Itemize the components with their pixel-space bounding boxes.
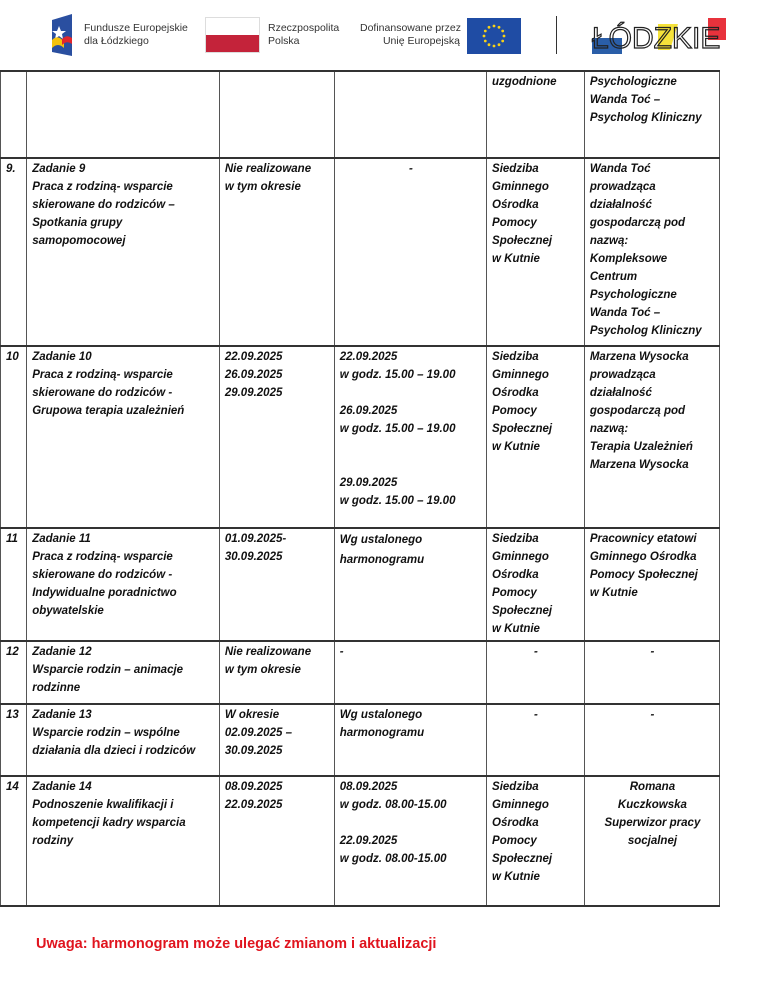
cell-task [27,71,220,158]
task-line: Wsparcie rodzin – animacje [32,664,184,676]
lodzkie-logo-text: ŁÓDZKIE [592,22,721,55]
polish-flag-icon [205,17,260,53]
place-line: Ośrodka [492,817,539,829]
cell-place [487,346,585,528]
provider-line: prowadząca [589,369,656,381]
task-line: skierowane do rodziców - [32,387,173,399]
provider-line: gospodarczą pod [589,217,686,229]
place-line: Siedziba [492,163,539,175]
cell-hours [334,71,486,158]
cell-hours [334,704,486,776]
task-line: Zadanie 10 [32,351,92,363]
cell-place [487,71,585,158]
logo-pl-line-1: Rzeczpospolita [268,22,340,34]
hours-line: 26.09.2025 [339,405,398,417]
cell-no: 12 [1,641,27,704]
hours-line: 08.09.2025 [339,781,398,793]
place-line: Siedziba [492,781,539,793]
schedule-table [0,70,720,907]
cell-provider [584,641,719,704]
cell-provider [584,528,719,641]
place-line: w Kutnie [492,253,540,265]
table-row-task-12 [1,641,720,704]
provider-line: działalność [589,199,652,211]
fundusze-europejskie-logo-icon [50,12,74,58]
provider-line: Terapia Uzależnień [589,441,693,453]
provider-line: Wanda Toć – [589,94,661,106]
cell-task [27,776,220,906]
provider-line: Psychologiczne [589,289,677,301]
provider-line: prowadząca [589,181,656,193]
task-line: kompetencji kadry wsparcia [32,817,186,829]
cell-provider [584,776,719,906]
provider-line: Romana [629,781,676,793]
cell-task [27,641,220,704]
provider-line: Pracownicy etatowi [589,533,697,545]
logo-eu-line-1: Dofinansowane przez [360,22,461,34]
cell-dates [219,528,334,641]
provider-line: nazwą: [589,235,629,247]
place-line: Ośrodka [492,199,539,211]
provider-line: Psycholog Kliniczny [589,325,702,337]
place-line: Pomocy [492,835,537,847]
table-row-task-13 [1,704,720,776]
hours-line: - [339,646,344,658]
provider-line: Marzena Wysocka [589,459,689,471]
table-row-continued [1,71,720,158]
task-line: samopomocowej [32,235,126,247]
hours-line: w godz. 08.00-15.00 [339,799,447,811]
dates-line: w tym okresie [224,181,301,193]
cell-place [487,158,585,346]
place-line: Siedziba [492,533,539,545]
task-line: Wsparcie rodzin – wspólne [32,727,180,739]
cell-dates [219,704,334,776]
hours-line: Wg ustalonego [339,709,423,721]
task-line: skierowane do rodziców - [32,569,173,581]
eu-flag-icon [467,18,521,54]
cell-provider [584,158,719,346]
place-line: Pomocy [492,217,537,229]
cell-hours [334,528,486,641]
place-line: Społecznej [492,853,553,865]
table-row-task-10 [1,346,720,528]
cell-place [487,776,585,906]
provider-line: Psychologiczne [589,76,677,88]
task-line: Praca z rodziną- wsparcie [32,551,173,563]
cell-provider [584,704,719,776]
task-line: Praca z rodziną- wsparcie [32,181,173,193]
logo-fe-line-1: Fundusze Europejskie [84,22,188,34]
dates-line: 29.09.2025 [224,387,283,399]
hours-line: w godz. 15.00 – 19.00 [339,495,456,507]
dates-line: 01.09.2025- [224,533,287,545]
hours-line: w godz. 08.00-15.00 [339,853,447,865]
dates-line: 26.09.2025 [224,369,283,381]
provider-line: socjalnej [627,835,678,847]
place-line: Pomocy [492,587,537,599]
place-line: Pomocy [492,405,537,417]
provider-line: Gminnego Ośrodka [589,551,697,563]
provider-line: Marzena Wysocka [589,351,689,363]
provider-line: Psycholog Kliniczny [589,112,702,124]
provider-line: Wanda Toć – [589,307,661,319]
lodzkie-logo-icon [590,16,730,56]
task-line: Zadanie 11 [32,533,91,545]
task-line: Indywidualne poradnictwo [32,587,177,599]
cell-no: 14 [1,776,27,906]
cell-hours [334,158,486,346]
place-line: Ośrodka [492,569,539,581]
provider-line: Wanda Toć [589,163,651,175]
place-line: Społecznej [492,605,553,617]
task-line: Zadanie 9 [32,163,86,175]
cell-dates [219,71,334,158]
place-line: Gminnego [492,181,549,193]
dates-line: W okresie [224,709,280,721]
cell-no [1,71,27,158]
dates-line: 30.09.2025 [224,551,283,563]
task-line: rodziny [32,835,74,847]
provider-line: w Kutnie [589,587,638,599]
hours-line: 29.09.2025 [339,477,398,489]
hours-line: harmonogramu [339,554,425,566]
dates-line: 22.09.2025 [224,799,283,811]
provider-line: - [650,709,655,721]
cell-task [27,704,220,776]
cell-dates [219,158,334,346]
cell-task [27,528,220,641]
schedule-change-note: Uwaga: harmonogram może ulegać zmianom i aktualizacji [36,936,437,952]
hours-line: w godz. 15.00 – 19.00 [339,423,456,435]
place-line: w Kutnie [492,871,540,883]
cell-provider [584,346,719,528]
provider-line: nazwą: [589,423,629,435]
hours-line: - [408,163,413,175]
cell-no: 13 [1,704,27,776]
dates-line: 22.09.2025 [224,351,283,363]
logo-pl-line-2: Polska [268,35,300,47]
header-logos [0,0,763,68]
cell-no: 9. [1,158,27,346]
provider-line: Kompleksowe [589,253,668,265]
cell-task [27,158,220,346]
place-line: - [534,709,538,721]
dates-line: Nie realizowane [224,646,312,658]
place-line: Siedziba [492,351,539,363]
cell-dates [219,346,334,528]
task-line: działania dla dzieci i rodziców [32,745,196,757]
cell-task [27,346,220,528]
task-line: Zadanie 14 [32,781,92,793]
provider-line: - [650,646,655,658]
hours-line: 22.09.2025 [339,835,398,847]
logo-fe-line-2: dla Łódzkiego [84,35,149,47]
provider-line: Superwizor pracy [604,817,701,829]
table-row-task-9 [1,158,720,346]
cell-place [487,704,585,776]
task-line: obywatelskie [32,605,104,617]
cell-provider [584,71,719,158]
logo-separator [556,16,557,54]
task-line: Spotkania grupy [32,217,123,229]
cell-no: 10 [1,346,27,528]
place-line: Społecznej [492,235,553,247]
logo-eu-line-2: Unię Europejską [382,35,460,47]
place-line: - [534,646,538,658]
place-line: w Kutnie [492,441,540,453]
place-line: Gminnego [492,551,549,563]
provider-line: Kuczkowska [617,799,687,811]
table-row-task-14 [1,776,720,906]
cell-dates [219,641,334,704]
place-line: Społecznej [492,423,553,435]
cell-place [487,528,585,641]
hours-line: w godz. 15.00 – 19.00 [339,369,456,381]
place-line: uzgodnione [492,76,557,88]
task-line: Podnoszenie kwalifikacji i [32,799,174,811]
task-line: rodzinne [32,682,81,694]
task-line: Zadanie 13 [32,709,92,721]
dates-line: Nie realizowane [224,163,312,175]
provider-line: Pomocy Społecznej [589,569,698,581]
provider-line: gospodarczą pod [589,405,686,417]
task-line: Praca z rodziną- wsparcie [32,369,173,381]
table-row-task-11 [1,528,720,641]
hours-line: 22.09.2025 [339,351,398,363]
dates-line: w tym okresie [224,664,301,676]
hours-line: harmonogramu [339,727,425,739]
dates-line: 30.09.2025 [224,745,283,757]
task-line: skierowane do rodziców – [32,199,175,211]
place-line: w Kutnie [492,623,540,635]
provider-line: działalność [589,387,652,399]
place-line: Gminnego [492,799,549,811]
cell-hours [334,776,486,906]
dates-line: 02.09.2025 – [224,727,292,739]
cell-dates [219,776,334,906]
place-line: Ośrodka [492,387,539,399]
task-line: Grupowa terapia uzależnień [32,405,185,417]
cell-hours [334,346,486,528]
cell-no: 11 [1,528,27,641]
cell-place [487,641,585,704]
task-line: Zadanie 12 [32,646,92,658]
place-line: Gminnego [492,369,549,381]
hours-line: Wg ustalonego [339,534,423,546]
dates-line: 08.09.2025 [224,781,283,793]
provider-line: Centrum [589,271,638,283]
cell-hours [334,641,486,704]
